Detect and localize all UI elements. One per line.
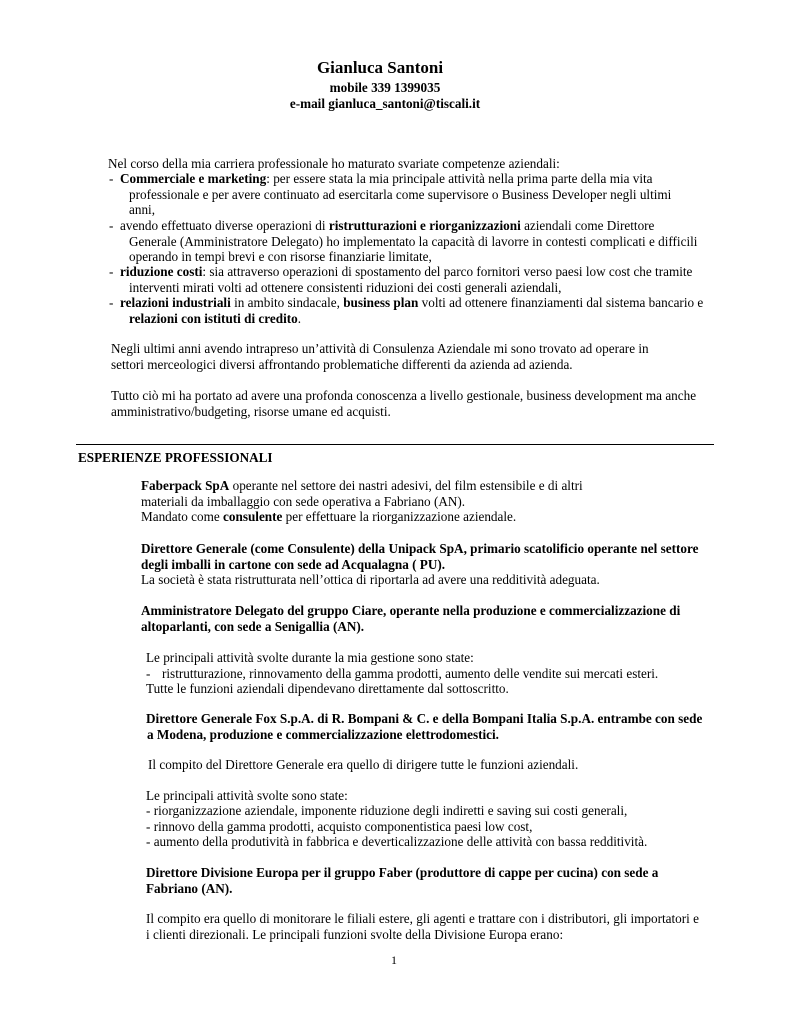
intro-paragraph-consulting: Negli ultimi anni avendo intrapreso un’attività di Consulenza Aziendale mi sono trovato ad operare in settori merceologici diversi affrontando problematiche differenti da azienda ad azienda. xyxy=(111,341,649,372)
experience-unipack: Direttore Generale (come Consulente) della Unipack SpA, primario scatolificio operante nel settore degli imballi in cartone con sede ad Acqualagna ( PU). La società è stata ristrutturata nell’ottica di riportarla ad avere una redditività adeguata. xyxy=(141,541,699,587)
intro-lead: Nel corso della mia carriera professionale ho maturato svariate competenze aziendali: xyxy=(108,156,560,171)
section-divider xyxy=(76,444,714,445)
page-number: 1 xyxy=(391,953,397,967)
experience-fox-bompani: Direttore Generale Fox S.p.A. di R. Bompani & C. e della Bompani Italia S.p.A. entrambe con sede a Modena, produzione e commercializzazione elettrodomestici. Il compito del Direttore Generale era quello di dirigere tutte le funzioni aziendali. Le principali attività svolte sono state: - riorganizzazione aziendale, imponente riduzione degli indiretti e saving sui costi generali, - rinnovo della gamma prodotti, acquisto componentistica paesi low cost, - aumento della produtività in fabbrica e deverticalizzazione delle attività con bassa redditività. xyxy=(146,711,703,849)
skill-item-industrial-relations: - relazioni industriali in ambito sindacale, business plan volti ad ottenere finanziamenti dal sistema bancario e relazioni con istituti di credito. xyxy=(109,295,704,326)
candidate-name: Gianluca Santoni xyxy=(316,58,444,77)
section-title: ESPERIENZE PROFESSIONALI xyxy=(78,450,273,465)
skill-item-restructuring: - avendo effettuato diverse operazioni di ristrutturazioni e riorganizzazioni aziendali come Direttore Generale (Amministratore Delegato) ho implementato la capacità di lavorre in contesti complicati e difficili operando in tempi brevi e con risorse finanziarie limitate, xyxy=(109,218,698,264)
mobile-number: mobile 339 1399035 xyxy=(329,80,441,95)
skill-item-cost-reduction: - riduzione costi: sia attraverso operazioni di spostamento del parco fornitori verso paesi low cost che tramite interventi mirati volti ad ottenere consistenti riduzioni dei costi generali aziendali, xyxy=(109,264,693,295)
experience-faberpack: Faberpack SpA operante nel settore dei nastri adesivi, del film estensibile e di altri materiali da imballaggio con sede operativa a Fabriano (AN). Mandato come consulente per effettuare la riorganizzazione aziendale. xyxy=(141,478,583,524)
experience-faber: Direttore Divisione Europa per il gruppo Faber (produttore di cappe per cucina) con sede a Fabriano (AN). Il compito era quello di monitorare le filiali estere, gli agenti e trattare con i distributori, gli importatori e i clienti direzionali. Le principali funzioni svolte della Divisione Europa erano: xyxy=(146,865,699,942)
email-address: e-mail gianluca_santoni@tiscali.it xyxy=(289,96,481,111)
experience-ciare-details: Le principali attività svolte durante la mia gestione sono state: - ristrutturazione, rinnovamento della gamma prodotti, aumento delle vendite sui mercati esteri. Tutte le funzioni aziendali dipendevano direttamente dal sottoscritto. xyxy=(146,650,659,696)
experience-ciare: Amministratore Delegato del gruppo Ciare, operante nella produzione e commercializzazione di altoparlanti, con sede a Senigallia (AN). xyxy=(141,603,681,634)
skill-item-commercial: - Commerciale e marketing: per essere stata la mia principale attività nella prima parte della mia vita professionale e per avere continuato ad esercitarla come supervisore o Business Developer negli ultimi anni, xyxy=(109,171,672,217)
intro-paragraph-summary: Tutto ciò mi ha portato ad avere una profonda conoscenza a livello gestionale, business development ma anche amministrativo/budgeting, risorse umane ed acquisti. xyxy=(111,388,697,419)
